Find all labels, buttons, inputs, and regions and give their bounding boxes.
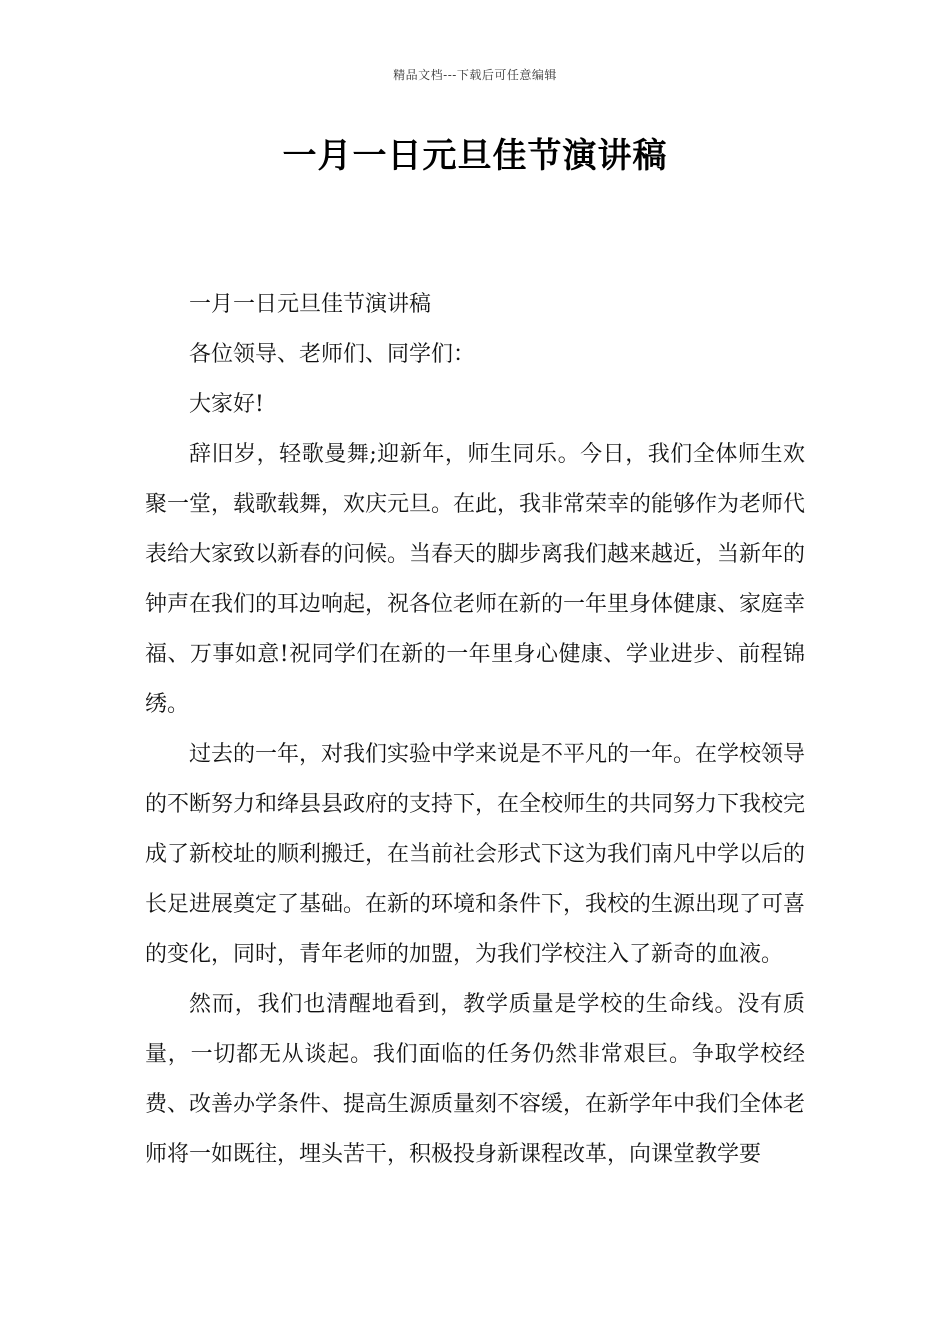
paragraph-salutation: 各位领导、老师们、同学们： xyxy=(189,342,476,367)
paragraph-body: 然而，我们也清醒地看到，教学质量是学校的生命线。没有质量，一切都无从谈起。我们面临的任务仍然非常艰巨。争取学校经费、改善办学条件、提高生源质量刻不容缓，在新学年中我们全体老师将一如既往，埋头苦干，积极投身新课程改革，向课堂教学要 xyxy=(145,992,806,1167)
paragraph-greeting: 大家好! xyxy=(189,392,264,417)
document-title: 一月一日元旦佳节演讲稿 xyxy=(282,136,668,176)
paragraph-subtitle: 一月一日元旦佳节演讲稿 xyxy=(189,292,432,317)
document-body xyxy=(145,280,805,1180)
paragraph-body: 辞旧岁，轻歌曼舞;迎新年，师生同乐。今日，我们全体师生欢聚一堂，载歌载舞，欢庆元旦。在此，我非常荣幸的能够作为老师代表给大家致以新春的问候。当春天的脚步离我们越来越近，当新年的钟声在我们的耳边响起，祝各位老师在新的一年里身体健康、家庭幸福、万事如意!祝同学们在新的一年里身心健康、学业进步、前程锦绣。 xyxy=(145,442,806,717)
paragraph-body: 过去的一年，对我们实验中学来说是不平凡的一年。在学校领导的不断努力和绛县县政府的支持下，在全校师生的共同努力下我校完成了新校址的顺利搬迁，在当前社会形式下这为我们南凡中学以后的长足进展奠定了基础。在新的环境和条件下，我校的生源出现了可喜的变化，同时，青年老师的加盟，为我们学校注入了新奇的血液。 xyxy=(145,742,806,967)
header-note: 精品文档---下载后可任意编辑 xyxy=(393,68,557,82)
